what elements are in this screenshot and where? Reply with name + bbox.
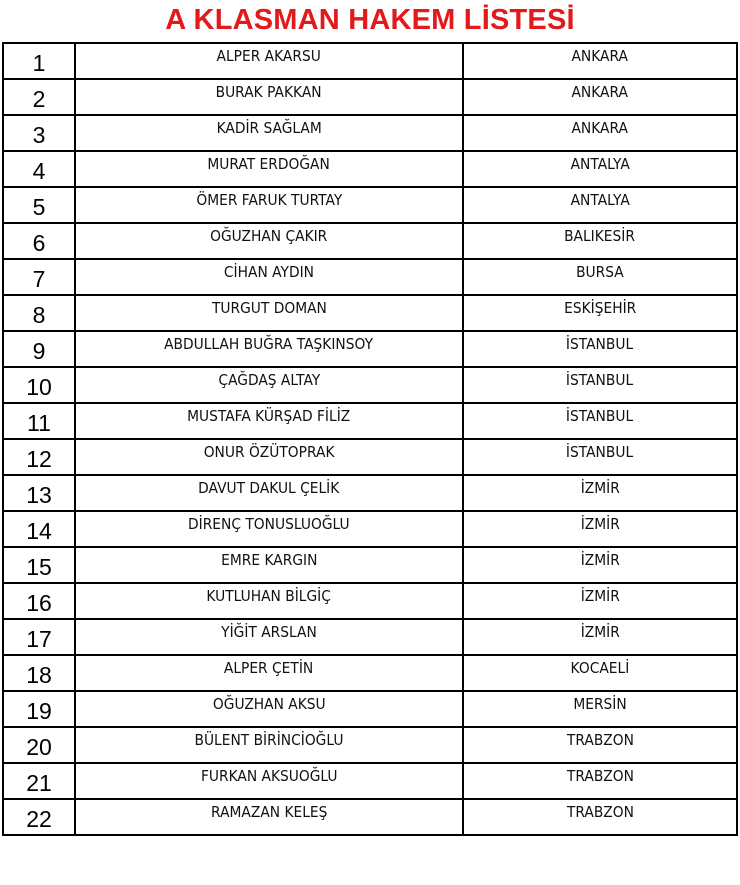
referee-city-cell [463, 79, 737, 115]
referee-name-cell [75, 763, 463, 799]
referee-city-cell [463, 727, 737, 763]
table-row [3, 79, 737, 115]
referee-city-cell [463, 655, 737, 691]
table-row [3, 187, 737, 223]
referee-city: ANTALYA [570, 191, 630, 209]
referee-name-cell [75, 223, 463, 259]
referee-name-cell [75, 439, 463, 475]
referee-city: ANKARA [571, 119, 629, 137]
referee-name-cell [75, 187, 463, 223]
table-row [3, 511, 737, 547]
referee-name-cell [75, 619, 463, 655]
referee-city-cell [463, 403, 737, 439]
row-number: 20 [3, 727, 75, 763]
referee-city: İSTANBUL [566, 335, 634, 353]
referee-city: İZMİR [580, 587, 620, 605]
row-number: 8 [3, 295, 75, 331]
referee-name: DİRENÇ TONUSLUOĞLU [188, 515, 350, 533]
table-row [3, 331, 737, 367]
referee-name: OĞUZHAN AKSU [212, 695, 326, 713]
table-row [3, 547, 737, 583]
referee-name-cell [75, 295, 463, 331]
table-row [3, 439, 737, 475]
table-row [3, 655, 737, 691]
table-row [3, 223, 737, 259]
referee-name: BÜLENT BİRİNCİOĞLU [194, 731, 344, 749]
referee-name: YİĞİT ARSLAN [221, 623, 317, 641]
referee-city: ESKİŞEHİR [563, 299, 637, 317]
row-number: 22 [3, 799, 75, 835]
row-number: 11 [3, 403, 75, 439]
referee-name: ÇAĞDAŞ ALTAY [218, 371, 320, 389]
row-number: 21 [3, 763, 75, 799]
referee-city: TRABZON [566, 767, 634, 785]
referee-name: ONUR ÖZÜTOPRAK [203, 443, 335, 461]
referee-city: İSTANBUL [566, 371, 634, 389]
referee-city: TRABZON [566, 731, 634, 749]
referee-name-cell [75, 79, 463, 115]
referee-city: ANKARA [571, 83, 629, 101]
row-number: 18 [3, 655, 75, 691]
referee-city-cell [463, 367, 737, 403]
referee-city-cell [463, 295, 737, 331]
referee-name: TURGUT DOMAN [211, 299, 327, 317]
row-number: 3 [3, 115, 75, 151]
table-row [3, 475, 737, 511]
row-number: 12 [3, 439, 75, 475]
referee-city: MERSİN [573, 695, 627, 713]
referee-name: DAVUT DAKUL ÇELİK [198, 479, 340, 497]
referee-city-cell [463, 763, 737, 799]
row-number: 6 [3, 223, 75, 259]
referee-name-cell [75, 583, 463, 619]
row-number: 5 [3, 187, 75, 223]
referee-city-cell [463, 439, 737, 475]
row-number: 17 [3, 619, 75, 655]
table-row [3, 115, 737, 151]
referee-name-cell [75, 403, 463, 439]
referee-city-cell [463, 187, 737, 223]
referee-city: BURSA [576, 263, 624, 281]
referee-city: KOCAELİ [570, 659, 630, 677]
referee-city: İSTANBUL [566, 443, 634, 461]
row-number: 19 [3, 691, 75, 727]
referee-name: KADİR SAĞLAM [216, 119, 322, 137]
referee-name: ÖMER FARUK TURTAY [196, 191, 342, 209]
referee-city: TRABZON [566, 803, 634, 821]
referee-name-cell [75, 331, 463, 367]
page-title: A KLASMAN HAKEM LİSTESİ [165, 4, 575, 36]
referee-name-cell [75, 691, 463, 727]
referee-name-cell [75, 367, 463, 403]
table-row [3, 619, 737, 655]
referee-table [2, 42, 738, 836]
table-row [3, 583, 737, 619]
referee-city: İZMİR [580, 623, 620, 641]
row-number: 16 [3, 583, 75, 619]
referee-city-cell [463, 799, 737, 835]
referee-city: ANKARA [571, 47, 629, 65]
referee-name-cell [75, 259, 463, 295]
referee-city-cell [463, 331, 737, 367]
referee-city-cell [463, 259, 737, 295]
referee-name-cell [75, 43, 463, 79]
referee-name-cell [75, 115, 463, 151]
referee-city-cell [463, 691, 737, 727]
referee-name: ALPER AKARSU [216, 47, 322, 65]
referee-city-cell [463, 547, 737, 583]
table-row [3, 151, 737, 187]
referee-city-cell [463, 475, 737, 511]
table-row [3, 295, 737, 331]
referee-city-cell [463, 583, 737, 619]
referee-name: RAMAZAN KELEŞ [210, 803, 328, 821]
row-number: 4 [3, 151, 75, 187]
referee-table-body [3, 43, 737, 835]
row-number: 2 [3, 79, 75, 115]
referee-city-cell [463, 151, 737, 187]
referee-name-cell [75, 475, 463, 511]
referee-name: ALPER ÇETİN [224, 659, 314, 677]
row-number: 1 [3, 43, 75, 79]
referee-name: BURAK PAKKAN [215, 83, 322, 101]
referee-city-cell [463, 115, 737, 151]
table-row [3, 763, 737, 799]
row-number: 15 [3, 547, 75, 583]
referee-name-cell [75, 655, 463, 691]
referee-name: MURAT ERDOĞAN [207, 155, 331, 173]
row-number: 9 [3, 331, 75, 367]
table-row [3, 403, 737, 439]
referee-name: KUTLUHAN BİLGİÇ [206, 587, 332, 605]
referee-name-cell [75, 799, 463, 835]
referee-name: MUSTAFA KÜRŞAD FİLİZ [187, 407, 351, 425]
referee-name: OĞUZHAN ÇAKIR [210, 227, 328, 245]
table-row [3, 691, 737, 727]
table-row [3, 727, 737, 763]
referee-city: İZMİR [580, 479, 620, 497]
referee-name: EMRE KARGIN [220, 551, 318, 569]
referee-name-cell [75, 511, 463, 547]
row-number: 14 [3, 511, 75, 547]
referee-city-cell [463, 511, 737, 547]
row-number: 7 [3, 259, 75, 295]
referee-name-cell [75, 151, 463, 187]
referee-city-cell [463, 43, 737, 79]
table-row [3, 259, 737, 295]
row-number: 10 [3, 367, 75, 403]
referee-city: İZMİR [580, 551, 620, 569]
referee-name-cell [75, 727, 463, 763]
referee-city: İZMİR [580, 515, 620, 533]
referee-city-cell [463, 223, 737, 259]
referee-name: CİHAN AYDIN [223, 263, 315, 281]
referee-name-cell [75, 547, 463, 583]
referee-city: BALIKESİR [564, 227, 636, 245]
referee-city: İSTANBUL [566, 407, 634, 425]
referee-city-cell [463, 619, 737, 655]
table-row [3, 799, 737, 835]
table-row [3, 367, 737, 403]
referee-name: FURKAN AKSUOĞLU [200, 767, 338, 785]
table-row [3, 43, 737, 79]
referee-name: ABDULLAH BUĞRA TAŞKINSOY [164, 335, 374, 353]
referee-city: ANTALYA [570, 155, 630, 173]
row-number: 13 [3, 475, 75, 511]
